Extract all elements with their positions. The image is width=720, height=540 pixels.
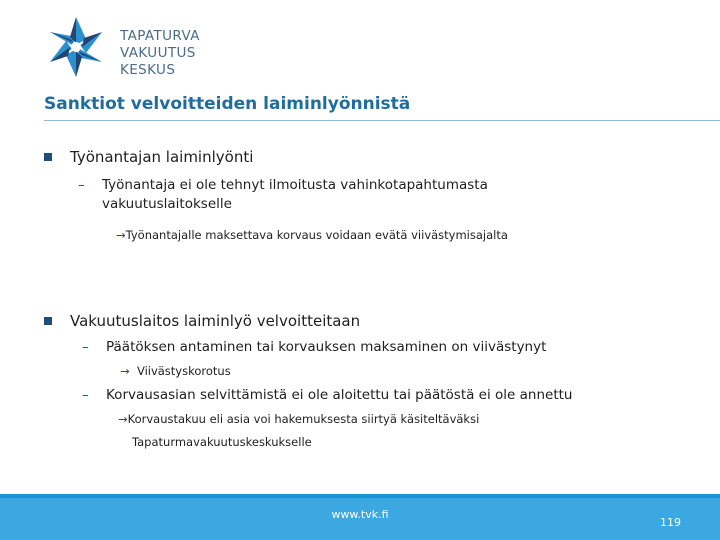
arrow-right-icon: →: [120, 364, 130, 378]
logo-line-3: KESKUS: [120, 62, 176, 78]
tvk-logo: [40, 14, 240, 76]
note-delay-increase: [120, 362, 231, 381]
page-number: 119: [660, 516, 681, 529]
sub-bullet-not-started: [82, 386, 573, 405]
square-bullet-icon: [44, 317, 52, 325]
arrow-right-icon: →: [116, 228, 126, 242]
note-text: Työnantajalle maksettava korvaus voidaan evätä viivästymisajalta: [125, 228, 508, 242]
arrow-right-icon: →: [118, 412, 128, 426]
dash-bullet-icon: –: [78, 177, 85, 193]
note-text: Viivästyskorotus: [136, 364, 231, 378]
sub-bullet-line-2: vakuutuslaitokselle: [102, 196, 232, 212]
star-logo-icon: [40, 14, 118, 80]
note-compensation-denied: [116, 226, 508, 245]
note-compensation-guarantee: [118, 410, 479, 429]
title-divider: [44, 120, 720, 121]
sub-bullet-line-1: Työnantaja ei ole tehnyt ilmoitusta vahinkotapahtumasta: [102, 177, 488, 193]
sub-bullet-no-notification: [78, 176, 488, 214]
dash-bullet-icon: –: [82, 339, 89, 355]
slide-title: Sanktiot velvoitteiden laiminlyönnistä: [44, 94, 411, 114]
sub-bullet-line-1: Korvausasian selvittämistä ei ole aloitettu tai päätöstä ei ole annettu: [106, 387, 573, 403]
logo-line-2: VAKUUTUS: [120, 45, 196, 61]
sub-bullet-delayed-decision: [82, 338, 547, 357]
dash-bullet-icon: –: [82, 387, 89, 403]
note-continuation: Tapaturmavakuutuskeskukselle: [132, 435, 312, 449]
bullet-employer-neglect: [70, 148, 253, 166]
note-text: Korvaustakuu eli asia voi hakemuksesta siirtyä käsiteltäväksi: [127, 412, 480, 426]
square-bullet-icon: [44, 153, 52, 161]
logo-line-1: TAPATURVA: [120, 28, 200, 44]
sub-bullet-line-1: Päätöksen antaminen tai korvauksen maksaminen on viivästynyt: [106, 339, 547, 355]
footer-website[interactable]: www.tvk.fi: [331, 508, 389, 521]
bullet-insurer-neglect: [70, 312, 360, 330]
logo-wordmark: [120, 28, 200, 79]
bullet-text: Vakuutuslaitos laiminlyö velvoitteitaan: [70, 312, 361, 330]
bullet-text: Työnantajan laiminlyönti: [70, 148, 254, 166]
